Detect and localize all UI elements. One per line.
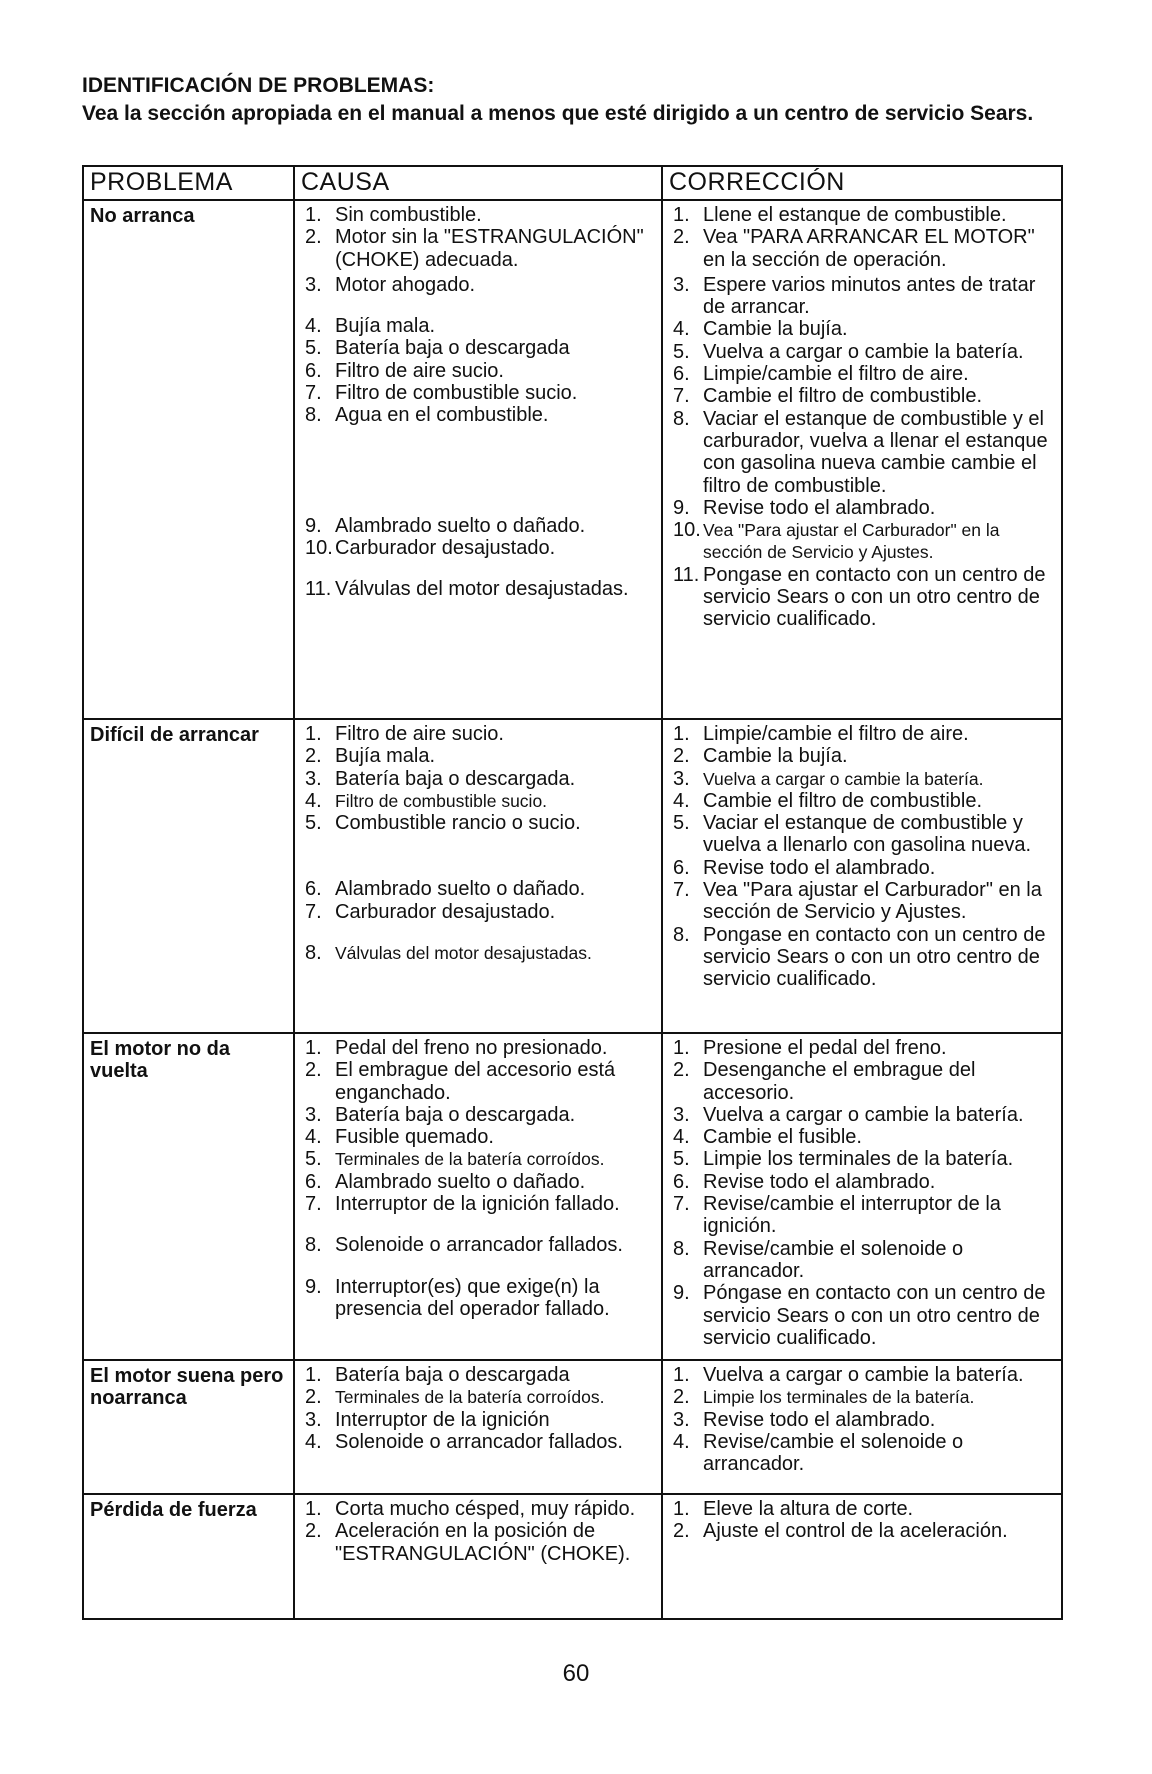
list-item: 5. Batería baja o descargada [305, 337, 570, 360]
table-row [83, 719, 1062, 1033]
list-item: 2. El embrague del accesorio está enganchado. [305, 1059, 616, 1104]
problem-cell: El motor suena pero noarranca [83, 1360, 294, 1494]
list-item: 7. Carburador desajustado. [305, 900, 556, 923]
list-item: 1. Pedal del freno no presionado. [305, 1037, 608, 1059]
correction-cell [662, 1033, 1062, 1360]
table-row [83, 200, 1062, 719]
list-item: 3. Vuelva a cargar o cambie la batería. [673, 1103, 1024, 1126]
page-title: IDENTIFICACIÓN DE PROBLEMAS: [82, 74, 435, 97]
correction-cell [662, 1494, 1062, 1619]
list-item: 1. Corta mucho césped, muy rápido. [305, 1498, 636, 1520]
correction-cell [662, 200, 1062, 719]
list-item: 6. Revise todo el alambrado. [673, 856, 936, 879]
column-header-correction: CORRECCIÓN [662, 166, 1062, 200]
list-item: 1. Filtro de aire sucio. [305, 723, 504, 745]
page-number: 60 [562, 1660, 590, 1687]
list-item: 4. Filtro de combustible sucio. [305, 789, 548, 812]
list-item: 8. Pongase en contacto con un centro de servicio Sears o con un otro centro de servicio cualificado. [673, 923, 1046, 991]
list-item: 1. Llene el estanque de combustible. [673, 204, 1007, 226]
problem-cell: Pérdida de fuerza [83, 1494, 294, 1619]
list-item: 2. Bujía mala. [305, 745, 436, 768]
table-row [83, 1494, 1062, 1619]
list-item: 3. Revise todo el alambrado. [673, 1408, 936, 1431]
list-item: 2. Cambie la bujía. [673, 745, 848, 768]
list-item: 6. Filtro de aire sucio. [305, 359, 504, 382]
list-item: 6. Limpie/cambie el filtro de aire. [673, 363, 969, 386]
list-item: 7. Vea "Para ajustar el Carburador" en la sección de Servicio y Ajustes. [673, 879, 1042, 924]
list-item: 9. Póngase en contacto con un centro de servicio Sears o con un otro centro de servicio cualificado. [673, 1282, 1046, 1349]
column-header-cause: CAUSA [294, 166, 662, 200]
list-item: 2. Motor sin la "ESTRANGULACIÓN" (CHOKE) adecuada. [305, 226, 644, 271]
list-item: 2. Limpie los terminales de la batería. [673, 1386, 975, 1409]
list-item: 1. Batería baja o descargada [305, 1364, 570, 1386]
page-subtitle: Vea la sección apropiada en el manual a menos que esté dirigido a un centro de servicio Sears. [82, 102, 1034, 125]
troubleshooting-table [82, 165, 1063, 1620]
problem-cell: El motor no da vuelta [83, 1033, 294, 1360]
list-item: 4. Revise/cambie el solenoide o arrancador. [673, 1430, 964, 1476]
list-item: 3. Espere varios minutos antes de tratar de arrancar. [673, 273, 1036, 319]
list-item: 3. Motor ahogado. [305, 273, 476, 296]
list-item: 4. Solenoide o arrancador fallados. [305, 1430, 623, 1453]
list-item: 4. Bujía mala. [305, 315, 436, 338]
table-row [83, 1360, 1062, 1494]
list-item: 3. Batería baja o descargada. [305, 767, 576, 790]
list-item: 3. Batería baja o descargada. [305, 1103, 576, 1126]
list-item: 4. Cambie el filtro de combustible. [673, 789, 983, 812]
list-item: 8. Agua en el combustible. [305, 404, 549, 427]
list-item: 11. Pongase en contacto con un centro de servicio Sears o con un otro centro de servicio cualificado. [673, 563, 1046, 631]
list-item: 7. Filtro de combustible sucio. [305, 382, 578, 405]
column-header-problem: PROBLEMA [83, 166, 294, 200]
list-item: 1. Sin combustible. [305, 204, 482, 226]
table-row [83, 1033, 1062, 1360]
list-item: 5. Combustible rancio o sucio. [305, 812, 581, 835]
problem-cell: No arranca [83, 200, 294, 719]
list-item: 1. Limpie/cambie el filtro de aire. [673, 723, 969, 745]
cause-cell [294, 200, 662, 719]
list-item: 1. Vuelva a cargar o cambie la batería. [673, 1364, 1024, 1386]
list-item: 10. Carburador desajustado. [305, 536, 556, 559]
list-item: 4. Fusible quemado. [305, 1126, 494, 1149]
list-item: 7. Interruptor de la ignición fallado. [305, 1193, 620, 1216]
list-item: 7. Cambie el filtro de combustible. [673, 385, 983, 408]
list-item: 5. Vaciar el estanque de combustible y vuelva a llenarlo con gasolina nueva. [673, 812, 1031, 857]
page-header [82, 72, 1082, 128]
list-item: 5. Limpie los terminales de la batería. [673, 1148, 1014, 1171]
list-item: 5. Vuelva a cargar o cambie la batería. [673, 340, 1024, 363]
list-item: 6. Alambrado suelto o dañado. [305, 878, 586, 901]
correction-cell [662, 719, 1062, 1033]
list-item: 1. Presione el pedal del freno. [673, 1037, 947, 1059]
list-item: 8. Válvulas del motor desajustadas. [305, 942, 592, 965]
list-item: 4. Cambie el fusible. [673, 1126, 862, 1149]
cause-cell [294, 1033, 662, 1360]
cause-cell [294, 719, 662, 1033]
table-header-row [83, 166, 1062, 200]
list-item: 3. Vuelva a cargar o cambie la batería. [673, 767, 984, 790]
cause-cell [294, 1360, 662, 1494]
list-item: 9. Interruptor(es) que exige(n) la presencia del operador fallado. [305, 1275, 610, 1320]
list-item: 8. Vaciar el estanque de combustible y el carburador, vuelva a llenar el estanque con gasolina nueva cambie cambie el filtro de combustible. [673, 407, 1048, 497]
correction-cell [662, 1360, 1062, 1494]
cause-cell [294, 1494, 662, 1619]
list-item: 4. Cambie la bujía. [673, 318, 848, 341]
list-item: 2. Desenganche el embrague del accesorio. [673, 1059, 976, 1104]
list-item: 8. Solenoide o arrancador fallados. [305, 1234, 623, 1257]
list-item: 9. Revise todo el alambrado. [673, 496, 936, 519]
list-item: 10. Vea "Para ajustar el Carburador" en la sección de Servicio y Ajustes. [673, 519, 1000, 563]
list-item: 8. Revise/cambie el solenoide o arrancador. [673, 1237, 964, 1282]
list-item: 5. Terminales de la batería corroídos. [305, 1148, 605, 1171]
list-item: 2. Terminales de la batería corroídos. [305, 1386, 605, 1409]
list-item: 6. Revise todo el alambrado. [673, 1170, 936, 1193]
list-item: 6. Alambrado suelto o dañado. [305, 1170, 586, 1193]
list-item: 1. Eleve la altura de corte. [673, 1498, 914, 1520]
list-item: 7. Revise/cambie el interruptor de la ignición. [673, 1193, 1001, 1238]
problem-cell: Difícil de arrancar [83, 719, 294, 1033]
list-item: 2. Vea "PARA ARRANCAR EL MOTOR" en la sección de operación. [673, 226, 1035, 271]
list-item: 2. Ajuste el control de la aceleración. [673, 1520, 1008, 1543]
list-item: 3. Interruptor de la ignición [305, 1408, 550, 1431]
list-item: 2. Aceleración en la posición de "ESTRANGULACIÓN" (CHOKE). [305, 1520, 631, 1565]
list-item: 9. Alambrado suelto o dañado. [305, 514, 586, 537]
list-item: 11. Válvulas del motor desajustadas. [305, 578, 629, 601]
